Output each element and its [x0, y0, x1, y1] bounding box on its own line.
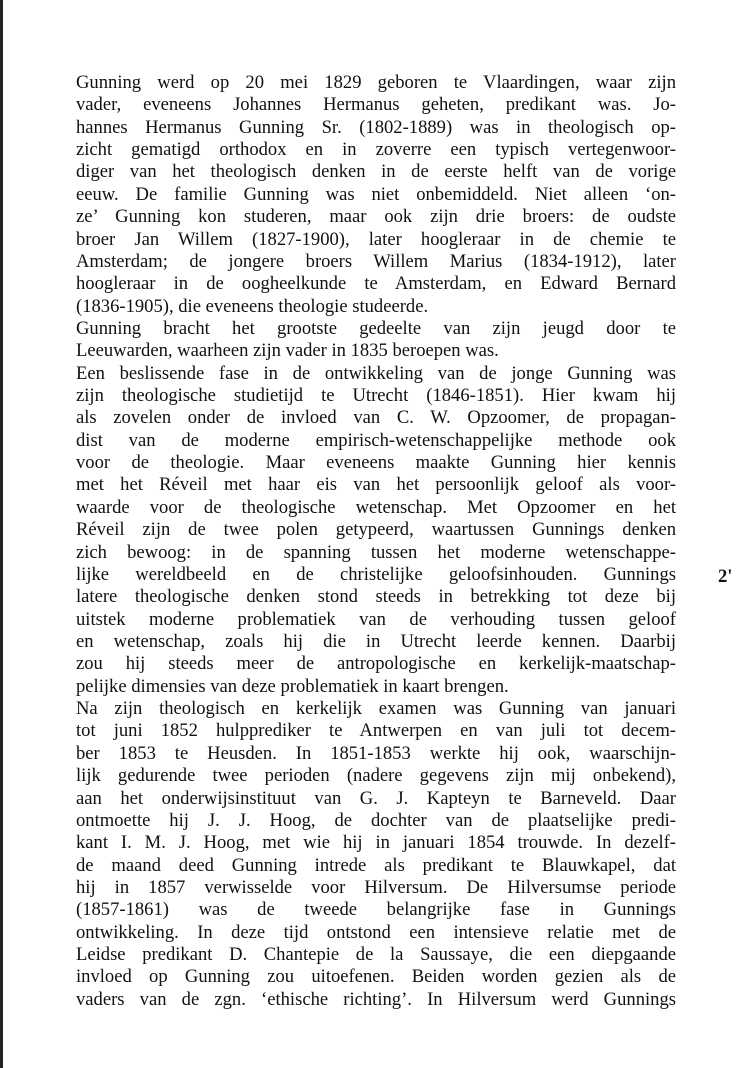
- text-line: (1836-1905), die eveneens theologie studeerde.: [76, 295, 429, 317]
- text-line: de maand deed Gunning intrede als predikant te Blauwkapel, dat: [76, 854, 676, 876]
- body-text: [76, 72, 676, 1011]
- text-line: ontwikkeling. In deze tijd ontstond een intensieve relatie met de: [76, 921, 676, 943]
- text-line: met het Réveil met haar eis van het persoonlijk geloof als voor-: [76, 474, 676, 496]
- text-line: kant I. M. J. Hoog, met wie hij in januari 1854 trouwde. In dezelf-: [76, 832, 676, 854]
- text-line: Gunning werd op 20 mei 1829 geboren te Vlaardingen, waar zijn: [76, 72, 676, 93]
- text-line: zou hij steeds meer de antropologische en kerkelijk-maatschap-: [76, 653, 676, 675]
- text-line: en wetenschap, zoals hij die in Utrecht leerde kennen. Daarbij: [76, 630, 676, 652]
- text-line: hij in 1857 verwisselde voor Hilversum. De Hilversumse periode: [76, 876, 676, 898]
- text-line: invloed op Gunning zou uitoefenen. Beiden worden gezien als de: [76, 966, 676, 988]
- text-line: zijn theologische studietijd te Utrecht (1846-1851). Hier kwam hij: [76, 385, 676, 407]
- text-line: ber 1853 te Heusden. In 1851-1853 werkte hij ook, waarschijn-: [76, 742, 676, 764]
- text-line: Na zijn theologisch en kerkelijk examen was Gunning van januari: [76, 698, 676, 720]
- text-line: zicht gematigd orthodox en in zoverre een typisch vertegenwoor-: [76, 139, 676, 161]
- text-line: lijke wereldbeeld en de christelijke geloofsinhouden. Gunnings: [76, 563, 676, 585]
- text-line: lijk gedurende twee perioden (nadere gegevens zijn mij onbekend),: [76, 765, 676, 787]
- text-line: Leeuwarden, waarheen zijn vader in 1835 beroepen was.: [76, 340, 499, 362]
- text-line: ze’ Gunning kon studeren, maar ook zijn drie broers: de oudste: [76, 206, 676, 228]
- text-line: (1857-1861) was de tweede belangrijke fase in Gunnings: [76, 899, 676, 921]
- text-line: Réveil zijn de twee polen getypeerd, waartussen Gunnings denken: [76, 519, 676, 541]
- text-line: eeuw. De familie Gunning was niet onbemiddeld. Niet alleen ‘on-: [76, 183, 676, 205]
- text-line: ontmoette hij J. J. Hoog, de dochter van de plaatselijke predi-: [76, 809, 676, 831]
- text-line: diger van het theologisch denken in de eerste helft van de vorige: [76, 161, 676, 183]
- text-line: Gunning bracht het grootste gedeelte van zijn jeugd door te: [76, 317, 676, 339]
- text-line: Een beslissende fase in de ontwikkeling van de jonge Gunning was: [76, 362, 676, 384]
- page-left-edge-rule: [0, 0, 3, 1068]
- text-line: tot juni 1852 hulpprediker te Antwerpen en van juli tot decem-: [76, 720, 676, 742]
- text-line: dist van de moderne empirisch-wetenschappelijke methode ook: [76, 429, 676, 451]
- text-line: Amsterdam; de jongere broers Willem Marius (1834-1912), later: [76, 250, 676, 272]
- text-line: zich bewoog: in de spanning tussen het moderne wetenschappe-: [76, 541, 676, 563]
- text-line: uitstek moderne problematiek van de verhouding tussen geloof: [76, 608, 676, 630]
- text-line: vader, eveneens Johannes Hermanus geheten, predikant was. Jo-: [76, 94, 676, 116]
- text-line: latere theologische denken stond steeds in betrekking tot deze bij: [76, 586, 676, 608]
- text-line: vaders van de zgn. ‘ethische richting’. In Hilversum werd Gunnings: [76, 988, 676, 1010]
- text-line: voor de theologie. Maar eveneens maakte Gunning hier kennis: [76, 452, 676, 474]
- text-line: pelijke dimensies van deze problematiek in kaart brengen.: [76, 675, 509, 697]
- text-line: hoogleraar in de oogheelkunde te Amsterdam, en Edward Bernard: [76, 273, 676, 295]
- text-line: waarde voor de theologische wetenschap. Met Opzoomer en het: [76, 496, 676, 518]
- text-line: Leidse predikant D. Chantepie de la Saussaye, die een diepgaande: [76, 944, 676, 966]
- text-line: hannes Hermanus Gunning Sr. (1802-1889) was in theologisch op-: [76, 116, 676, 138]
- text-line: aan het onderwijsinstituut van G. J. Kapteyn te Barneveld. Daar: [76, 787, 676, 809]
- margin-page-number: 2': [718, 566, 733, 587]
- text-line: als zovelen onder de invloed van C. W. Opzoomer, de propagan-: [76, 407, 676, 429]
- text-line: broer Jan Willem (1827-1900), later hoogleraar in de chemie te: [76, 228, 676, 250]
